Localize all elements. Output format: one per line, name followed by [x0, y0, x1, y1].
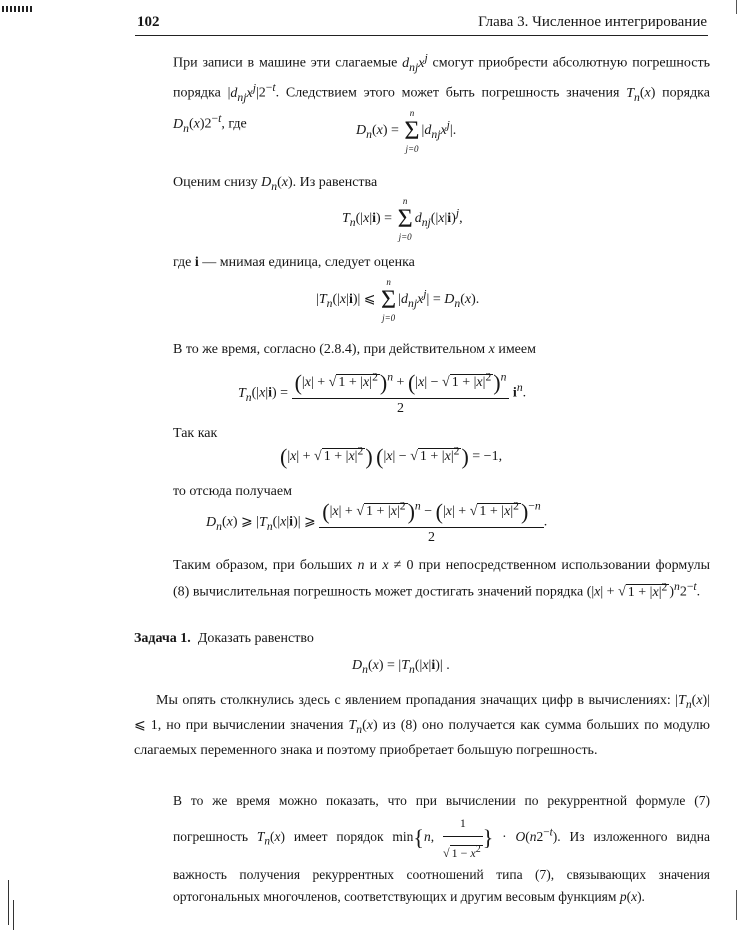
paragraph: Оценим снизу $D_n(x)$. Из равенства	[173, 175, 378, 193]
scan-artifact	[2, 6, 34, 12]
equation: $D_n(x)$ ⩾ $|T_n(|x|i)|$ ⩾ $\frac{(|x| + √ 1 + |x|^2)^n - (|x| + √ 1 + |x|^2)^{-n}}{2}$ .	[206, 499, 548, 545]
task-text: Доказать равенство	[197, 631, 314, 646]
paragraph: При записи в машине эти слагаемые $d_{nj}x^j$ смогут приобрести абсолютную погрешность порядка $|d_{nj}x^j|2^{-t}$. Следствием этого может быть погрешность значения $T_n(x)$ порядка $D_n(x)2^{-t}$, где	[173, 51, 710, 135]
paragraph: Мы опять столкнулись здесь с явлением пропадания значащих цифр в вычислениях: $|T_n(x)|$ ⩽ 1, но при вычислении значения $T_n(x)$ из (8) оно получается как сумма больших по модулю слагаемых переменного знака и поэтому приобретает большую погрешность.	[134, 693, 710, 758]
equation: $|T_n(|x|i)|$ ⩽ n Σ j=0 $|d_{nj}x^j| = D_n(x)$.	[316, 277, 480, 323]
equation: $D_n(x) = |T_n(|x|i)|$ .	[352, 658, 450, 676]
task-label: Задача 1.	[134, 631, 191, 646]
equation: $T_n(|x|i)$ = $\frac{(|x| + √ 1 + |x|^2)^n + (|x| - √ 1 + |x|^2)^n}{2}$ $i^n$.	[238, 370, 527, 416]
header-rule	[135, 35, 708, 36]
paragraph: где i — мнимая единица, следует оценка	[173, 255, 415, 270]
scan-artifact	[13, 900, 14, 930]
paragraph: В то же время можно показать, что при вычислении по рекуррентной формуле (7) погрешность $T_n(x)$ имеет порядок min{n, $\frac{1}{√ 1 - x^2}$ } · $O(n2^{-t})$. Из изложенного видна важность получения рекуррентных соотношений типа (7), связывающих значения ортогональных многочленов, соответствующих и другим весовым функциям p(x).	[173, 793, 711, 904]
equation: (|x| + √ $1 + |x|^2$) (|x| − √ $1 + |x|^2) = -1$,	[280, 444, 503, 469]
scan-artifact	[736, 890, 737, 920]
paragraph: В то же время, согласно (2.8.4), при действительном x имеем	[173, 342, 536, 357]
equation: $T_n(|x|i)$ = n Σ j=0 $d_{nj}(|x|i)^j$,	[342, 196, 463, 242]
task-heading	[134, 628, 710, 649]
scan-artifact	[736, 0, 737, 14]
scan-artifact	[8, 880, 9, 925]
paragraph: Так как	[173, 426, 218, 441]
chapter-title: Глава 3. Численное интегрирование	[478, 14, 707, 30]
equation: $D_n(x)$ = n Σ j=0 $|d_{nj}x^j|$.	[356, 108, 457, 154]
paragraph: Таким образом, при больших n и x ≠ 0 при непосредственном использовании формулы (8) вычислительная погрешность может достигать значений порядка (|x| + √ $1 + |x|^2$ )$^n2^{-t}$.	[173, 558, 710, 600]
paragraph: то отсюда получаем	[173, 484, 292, 499]
page-number: 102	[137, 14, 160, 30]
